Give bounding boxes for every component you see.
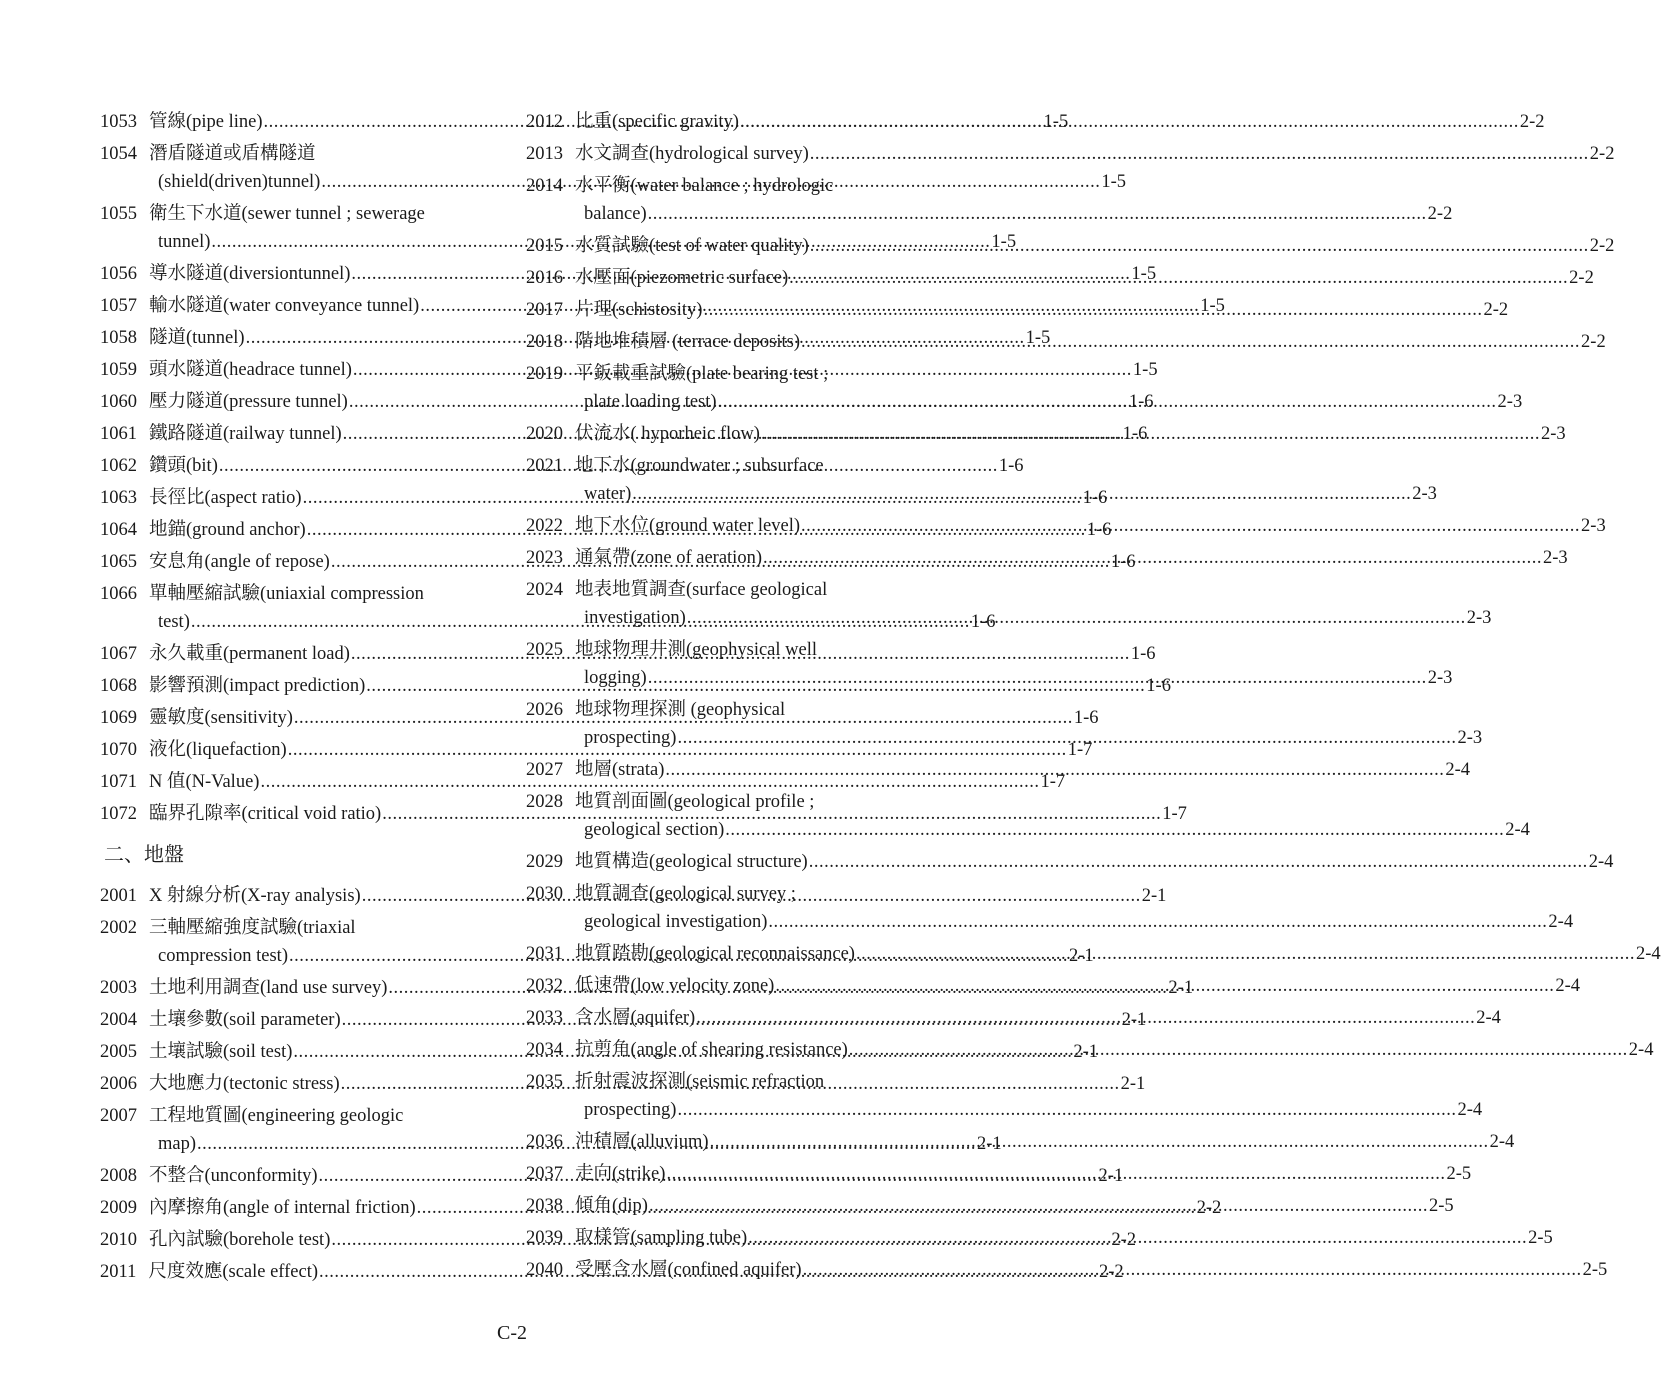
dot-leader — [648, 200, 1427, 228]
dot-leader — [649, 1192, 1428, 1220]
index-entry-line — [526, 816, 1530, 844]
entry-code: 2015 — [526, 236, 563, 256]
entry-code: 2009 — [100, 1198, 137, 1218]
entry-page-ref: 2-4 — [1476, 1008, 1501, 1028]
entry-page-ref: 2-4 — [1548, 912, 1574, 932]
entry-term: 永久載重(permanent load) — [149, 644, 350, 664]
entry-term: 地層(strata) — [575, 760, 665, 780]
entry-page-ref: 2-4 — [1555, 976, 1581, 996]
entry-page-ref: 1-6 — [1073, 708, 1099, 728]
entry-page-ref: 2-1 — [1073, 1042, 1099, 1062]
entry-code: 1069 — [100, 708, 137, 728]
entry-term: 水文調查(hydrological survey) — [575, 144, 809, 164]
entry-term: 地錨(ground anchor) — [149, 520, 306, 540]
entry-page-ref: 2-3 — [1457, 728, 1483, 748]
entry-page-ref: 2-2 — [1427, 204, 1453, 224]
entry-term: test) — [158, 612, 190, 632]
entry-term: 含水層(aquifer) — [575, 1008, 696, 1028]
entry-page-ref: 1-6 — [970, 612, 996, 632]
entry-page-ref: 1-6 — [1086, 520, 1112, 540]
entry-code: 2024 — [526, 580, 563, 600]
entry-term: 尺度效應(scale effect) — [148, 1262, 319, 1282]
entry-code: 2036 — [526, 1132, 563, 1152]
entry-code: 2030 — [526, 884, 563, 904]
entry-code: 2010 — [100, 1230, 137, 1250]
entry-term: prospecting) — [584, 1100, 677, 1120]
dot-leader — [748, 1224, 1527, 1252]
dot-leader — [763, 544, 1542, 572]
entry-page-ref: 2-5 — [1528, 1228, 1553, 1248]
entry-term: logging) — [584, 668, 647, 688]
entry-term: 片理(schistosity) — [575, 300, 703, 320]
index-entry-line — [526, 1068, 928, 1096]
entry-term: (shield(driven)tunnel) — [158, 172, 321, 192]
entry-page-ref: 2-1 — [1141, 886, 1167, 906]
index-entry-line — [100, 1102, 502, 1130]
entry-term: 水質試驗(test of water quality) — [575, 236, 809, 256]
entry-term: 液化(liquefaction) — [149, 740, 287, 760]
entry-code: 2004 — [100, 1010, 137, 1030]
entry-term: 靈敏度(sensitivity) — [149, 708, 293, 728]
entry-code: 2006 — [100, 1074, 137, 1094]
entry-code: 2017 — [526, 300, 563, 320]
entry-code: 1059 — [100, 360, 137, 380]
entry-code: 2016 — [526, 268, 563, 288]
entry-code: 1068 — [100, 676, 137, 696]
entry-term: 地球物理井測(geophysical well — [575, 640, 818, 660]
dot-leader — [710, 1128, 1489, 1156]
entry-code: 2008 — [100, 1166, 137, 1186]
entry-code: 2014 — [526, 176, 563, 196]
entry-term: 抗剪角(angle of shearing resistance) — [575, 1040, 848, 1060]
index-entry-line — [526, 232, 1615, 260]
entry-term: balance) — [584, 204, 647, 224]
dot-leader — [810, 232, 1589, 260]
entry-page-ref: 1-6 — [1146, 676, 1171, 696]
index-entry-line — [526, 360, 928, 388]
dot-leader — [809, 848, 1588, 876]
entry-term: compression test) — [158, 946, 288, 966]
entry-code: 1066 — [100, 584, 137, 604]
entry-term: N 值(N-Value) — [149, 772, 260, 792]
entry-code: 1056 — [100, 264, 137, 284]
entry-page-ref: 2-2 — [1589, 236, 1615, 256]
dot-leader — [768, 908, 1547, 936]
entry-code: 2026 — [526, 700, 563, 720]
entry-page-ref: 2-2 — [1099, 1262, 1124, 1282]
entry-term: 水平衡(water balance ; hydrologic — [575, 176, 834, 196]
entry-code: 2033 — [526, 1008, 563, 1028]
entry-page-ref: 1-6 — [1130, 644, 1156, 664]
entry-code: 1061 — [100, 424, 137, 444]
entry-code: 2021 — [526, 456, 563, 476]
entry-page-ref: 2-4 — [1457, 1100, 1483, 1120]
entry-page-ref: 1-6 — [1122, 424, 1148, 444]
entry-code: 1071 — [100, 772, 137, 792]
index-entry-line — [526, 848, 1614, 876]
dot-leader — [849, 1036, 1628, 1064]
entry-term: 傾角(dip) — [575, 1196, 648, 1216]
entry-code: 2003 — [100, 978, 137, 998]
entry-term: 通氣帶(zone of aeration) — [575, 548, 762, 568]
index-entry-line — [526, 880, 928, 908]
entry-page-ref: 2-4 — [1445, 760, 1471, 780]
entry-code: 2038 — [526, 1196, 563, 1216]
entry-page-ref: 2-5 — [1446, 1164, 1472, 1184]
dot-leader — [677, 1096, 1456, 1124]
entry-page-ref: 2-4 — [1505, 820, 1530, 840]
entry-term: investigation) — [584, 608, 686, 628]
entry-page-ref: 1-7 — [1162, 804, 1187, 824]
entry-term: 工程地質圖(engineering geologic — [149, 1106, 404, 1126]
index-entry-line — [100, 200, 502, 228]
entry-code: 2012 — [526, 112, 563, 132]
entry-term: 地質構造(geological structure) — [575, 852, 808, 872]
entry-code: 1062 — [100, 456, 137, 476]
entry-term: 走向(strike) — [575, 1164, 666, 1184]
index-entry — [526, 848, 1614, 876]
entry-page-ref: 2-2 — [1483, 300, 1509, 320]
entry-page-ref: 2-2 — [1519, 112, 1545, 132]
dot-leader — [632, 480, 1411, 508]
entry-page-ref: 1-7 — [1067, 740, 1093, 760]
entry-term: 管線(pipe line) — [149, 112, 263, 132]
entry-term: 內摩擦角(angle of internal friction) — [149, 1198, 416, 1218]
entry-page-ref: 2-2 — [1196, 1198, 1222, 1218]
entry-code: 2013 — [526, 144, 563, 164]
entry-term: 地質踏勘(geological reconnaissance) — [575, 944, 855, 964]
entry-page-ref: 2-5 — [1582, 1260, 1608, 1280]
entry-term: 平鈑載重試驗(plate bearing test ; — [575, 364, 829, 384]
index-entry-line — [526, 200, 1453, 228]
entry-page-ref: 1-5 — [1131, 264, 1157, 284]
index-entry-line — [100, 140, 502, 168]
index-entry-line — [526, 140, 1615, 168]
entry-page-ref: 1-5 — [991, 232, 1017, 252]
entry-code: 2023 — [526, 548, 563, 568]
index-entry-line — [526, 788, 928, 816]
entry-page-ref: 2-1 — [1121, 1010, 1147, 1030]
entry-term: 取樣管(sampling tube) — [575, 1228, 748, 1248]
entry-code: 2022 — [526, 516, 563, 536]
entry-term: 土壤試驗(soil test) — [149, 1042, 293, 1062]
index-entry-line — [526, 576, 928, 604]
entry-page-ref: 1-6 — [1110, 552, 1136, 572]
dot-leader — [801, 512, 1580, 540]
entry-term: 土壤參數(soil parameter) — [149, 1010, 341, 1030]
entry-code: 2007 — [100, 1106, 137, 1126]
entry-code: 1055 — [100, 204, 137, 224]
dot-leader — [789, 264, 1568, 292]
dot-leader — [687, 604, 1466, 632]
entry-term: 導水隧道(diversiontunnel) — [149, 264, 351, 284]
entry-term: 孔內試驗(borehole test) — [149, 1230, 331, 1250]
dot-leader — [803, 1256, 1582, 1284]
index-entry-line — [100, 580, 502, 608]
entry-page-ref: 2-2 — [1569, 268, 1594, 288]
entry-term: 地球物理探測 (geophysical — [575, 700, 786, 720]
entry-term: tunnel) — [158, 232, 211, 252]
entry-term: 伏流水( hyporheic flow) — [575, 424, 760, 444]
dot-leader — [666, 1160, 1445, 1188]
entry-code: 1065 — [100, 552, 137, 572]
entry-page-ref: 2-3 — [1542, 548, 1568, 568]
entry-code: 1064 — [100, 520, 137, 540]
entry-code: 2032 — [526, 976, 563, 996]
entry-term: 安息角(angle of repose) — [149, 552, 330, 572]
entry-page-ref: 2-3 — [1466, 608, 1492, 628]
entry-term: 地下水(groundwater ; subsurface — [575, 456, 824, 476]
entry-code: 2035 — [526, 1072, 563, 1092]
entry-page-ref: 1-7 — [1040, 772, 1066, 792]
dot-leader — [856, 940, 1635, 968]
index-entry — [526, 140, 1615, 168]
entry-term: 地表地質調查(surface geological — [575, 580, 828, 600]
entry-page-ref: 1-5 — [1025, 328, 1051, 348]
dot-leader — [718, 388, 1497, 416]
index-entry-line — [526, 696, 928, 724]
page-number: C-2 — [497, 1322, 527, 1344]
entry-page-ref: 1-5 — [1101, 172, 1127, 192]
entry-term: 三軸壓縮強度試驗(triaxial — [149, 918, 356, 938]
entry-code: 2028 — [526, 792, 563, 812]
section-heading: 二、地盤 — [104, 842, 184, 866]
index-entry-line — [526, 172, 928, 200]
entry-code: 2039 — [526, 1228, 563, 1248]
entry-term: prospecting) — [584, 728, 677, 748]
entry-code: 1070 — [100, 740, 137, 760]
entry-code: 2040 — [526, 1260, 563, 1280]
entry-term: 隧道(tunnel) — [149, 328, 245, 348]
entry-term: 沖積層(alluvium) — [575, 1132, 709, 1152]
entry-page-ref: 2-1 — [1069, 946, 1094, 966]
index-entry-line — [526, 1096, 1483, 1124]
entry-term: 低速帶(low velocity zone) — [575, 976, 775, 996]
dot-leader — [761, 420, 1540, 448]
right-index-column — [526, 108, 1661, 1288]
entry-page-ref: 2-3 — [1497, 392, 1523, 412]
index-entry-line — [526, 636, 928, 664]
entry-code: 2029 — [526, 852, 563, 872]
entry-term: 衛生下水道(sewer tunnel ; sewerage — [149, 204, 425, 224]
entry-term: 受壓含水層(confined aquifer) — [575, 1260, 802, 1280]
dot-leader — [775, 972, 1554, 1000]
entry-code: 1057 — [100, 296, 137, 316]
entry-page-ref: 2-2 — [1111, 1230, 1137, 1250]
dot-leader — [801, 328, 1580, 356]
entry-term: 潛盾隧道或盾構隧道 — [149, 144, 316, 164]
entry-page-ref: 1-5 — [1132, 360, 1158, 380]
entry-page-ref: 2-5 — [1428, 1196, 1454, 1216]
entry-page-ref: 2-3 — [1540, 424, 1566, 444]
entry-code: 2027 — [526, 760, 563, 780]
entry-term: plate loading test) — [584, 392, 717, 412]
index-entry-line — [100, 914, 502, 942]
entry-term: 大地應力(tectonic stress) — [149, 1074, 340, 1094]
entry-page-ref: 2-3 — [1412, 484, 1437, 504]
entry-term: 地質調查(geological survey ; — [575, 884, 796, 904]
entry-term: 單軸壓縮試驗(uniaxial compression — [149, 584, 424, 604]
entry-code: 2018 — [526, 332, 563, 352]
dot-leader — [648, 664, 1427, 692]
entry-term: geological investigation) — [584, 912, 768, 932]
index-entry-line — [526, 452, 928, 480]
entry-term: 折射震波探測(seismic refraction — [575, 1072, 825, 1092]
entry-term: 鑽頭(bit) — [149, 456, 218, 476]
entry-page-ref: 2-1 — [1098, 1166, 1124, 1186]
entry-term: 地下水位(ground water level) — [575, 516, 801, 536]
entry-code: 2011 — [100, 1262, 137, 1282]
entry-code: 2002 — [100, 918, 137, 938]
entry-code: 2034 — [526, 1040, 563, 1060]
entry-page-ref: 2-2 — [1581, 332, 1606, 352]
entry-term: map) — [158, 1134, 197, 1154]
entry-term: water) — [584, 484, 632, 504]
entry-code: 2031 — [526, 944, 563, 964]
dot-leader — [740, 108, 1519, 136]
entry-term: 臨界孔隙率(critical void ratio) — [149, 804, 382, 824]
dot-leader — [810, 140, 1589, 168]
entry-page-ref: 1-6 — [998, 456, 1024, 476]
entry-page-ref: 1-5 — [1200, 296, 1225, 316]
entry-page-ref: 2-4 — [1489, 1132, 1515, 1152]
entry-term: 土地利用調查(land use survey) — [149, 978, 388, 998]
dot-leader — [677, 724, 1456, 752]
entry-page-ref: 2-3 — [1427, 668, 1453, 688]
entry-code: 1060 — [100, 392, 137, 412]
entry-code: 1072 — [100, 804, 137, 824]
entry-term: 水壓面(piezometric surface) — [575, 268, 789, 288]
dot-leader — [696, 1004, 1475, 1032]
entry-term: 比重(specific gravity) — [575, 112, 739, 132]
entry-page-ref: 2-2 — [1589, 144, 1615, 164]
entry-page-ref: 2-4 — [1635, 944, 1661, 964]
entry-code: 2037 — [526, 1164, 563, 1184]
index-entry-line — [526, 908, 1574, 936]
entry-term: geological section) — [584, 820, 725, 840]
dot-leader — [665, 756, 1444, 784]
entry-page-ref: 1-6 — [1128, 392, 1154, 412]
entry-term: 階地堆積層 (terrace deposits) — [575, 332, 801, 352]
dot-leader — [725, 816, 1504, 844]
entry-code: 2020 — [526, 424, 563, 444]
entry-term: 不整合(unconformity) — [149, 1166, 318, 1186]
entry-code: 2005 — [100, 1042, 137, 1062]
dot-leader — [703, 296, 1482, 324]
entry-page-ref: 2-4 — [1628, 1040, 1654, 1060]
entry-code: 1063 — [100, 488, 137, 508]
entry-term: 地質剖面圖(geological profile ; — [575, 792, 815, 812]
entry-page-ref: 2-1 — [1120, 1074, 1146, 1094]
entry-page-ref: 2-4 — [1588, 852, 1614, 872]
entry-page-ref: 1-5 — [1043, 112, 1069, 132]
entry-code: 2001 — [100, 886, 137, 906]
entry-code: 1053 — [100, 112, 137, 132]
entry-page-ref: 2-1 — [977, 1134, 1002, 1154]
entry-code: 1058 — [100, 328, 137, 348]
index-entry — [526, 232, 1615, 260]
entry-code: 2019 — [526, 364, 563, 384]
entry-code: 2025 — [526, 640, 563, 660]
entry-term: 頭水隧道(headrace tunnel) — [149, 360, 352, 380]
entry-term: 輸水隧道(water conveyance tunnel) — [149, 296, 420, 316]
entry-page-ref: 2-1 — [1168, 978, 1194, 998]
entry-page-ref: 2-3 — [1581, 516, 1606, 536]
entry-page-ref: 1-6 — [1082, 488, 1108, 508]
entry-term: 長徑比(aspect ratio) — [149, 488, 302, 508]
entry-term: 壓力隧道(pressure tunnel) — [149, 392, 348, 412]
entry-code: 1067 — [100, 644, 137, 664]
entry-term: 影響預測(impact prediction) — [149, 676, 366, 696]
entry-term: 鐵路隧道(railway tunnel) — [149, 424, 342, 444]
entry-term: X 射線分析(X-ray analysis) — [149, 886, 361, 906]
entry-code: 1054 — [100, 144, 137, 164]
